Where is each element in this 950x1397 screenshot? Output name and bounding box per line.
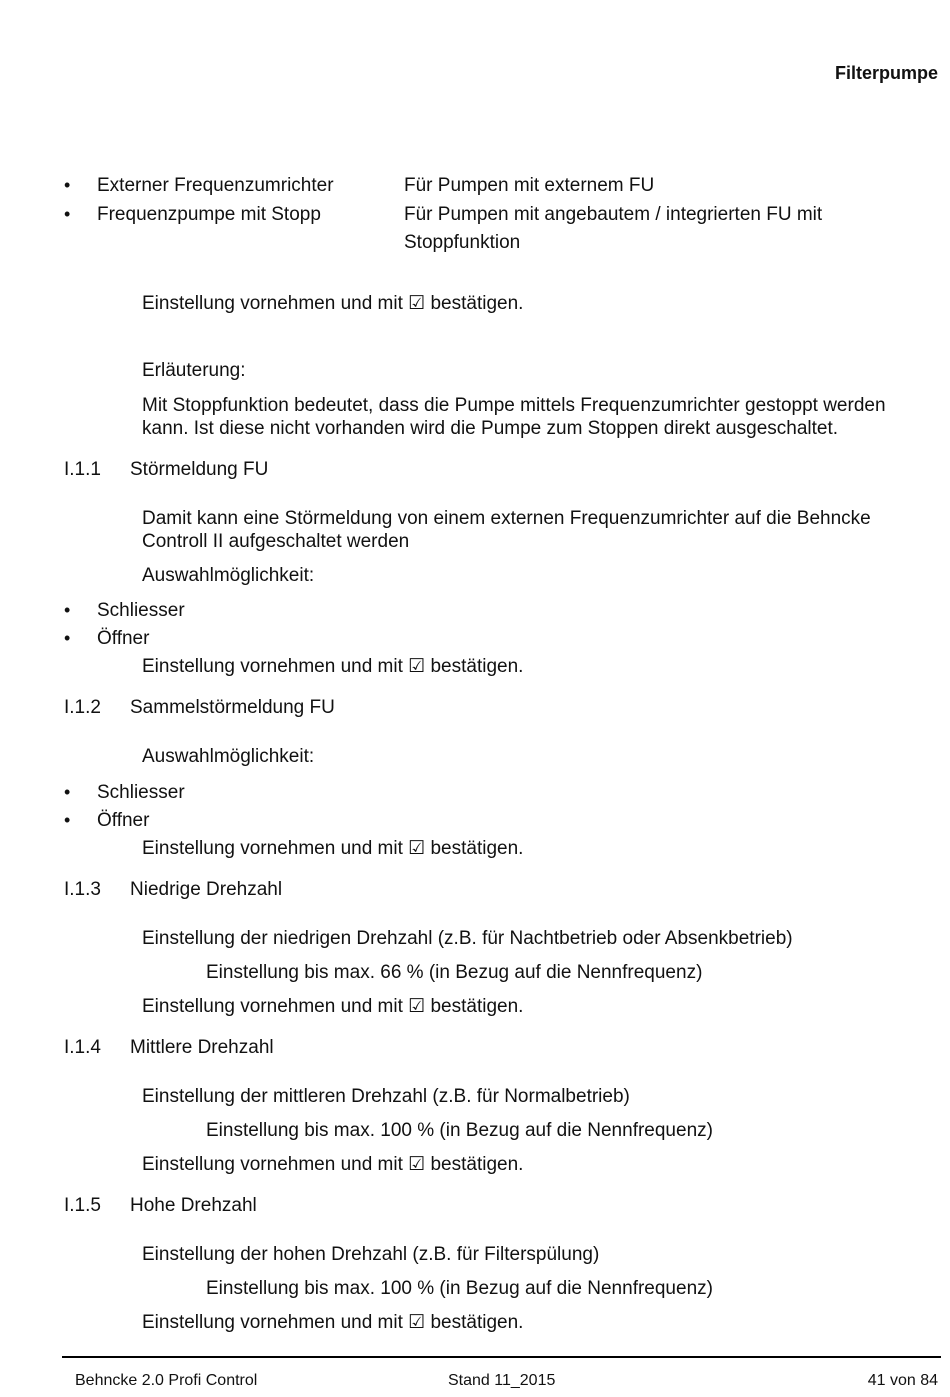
footer-divider	[62, 1356, 941, 1358]
section-title: Mittlere Drehzahl	[130, 1037, 274, 1058]
confirm-instruction: Einstellung vornehmen und mit ☑ bestätigen.	[142, 1312, 524, 1333]
option-item: Öffner	[97, 628, 150, 649]
section-desc: Einstellung der hohen Drehzahl (z.B. für Filterspülung)	[142, 1244, 600, 1265]
confirm-instruction: Einstellung vornehmen und mit ☑ bestätigen.	[142, 996, 524, 1017]
bullet-icon: •	[64, 600, 71, 620]
confirm-instruction: Einstellung vornehmen und mit ☑ bestätigen.	[142, 656, 524, 677]
option-item: Öffner	[97, 810, 150, 831]
section-desc: Einstellung der niedrigen Drehzahl (z.B. für Nachtbetrieb oder Absenkbetrieb)	[142, 928, 793, 949]
section-number: I.1.3	[64, 879, 101, 900]
pump-type-desc: Für Pumpen mit angebautem / integrierten FU mit	[404, 204, 823, 225]
bullet-icon: •	[64, 628, 71, 648]
section-number: I.1.4	[64, 1037, 101, 1058]
pump-type-name: Externer Frequenzumrichter	[97, 175, 334, 196]
bullet-icon: •	[64, 204, 71, 224]
setting-limit: Einstellung bis max. 100 % (in Bezug auf die Nennfrequenz)	[206, 1120, 713, 1141]
section-intro: Damit kann eine Störmeldung von einem externen Frequenzumrichter auf die Behncke	[142, 508, 871, 529]
bullet-icon: •	[64, 175, 71, 195]
bullet-icon: •	[64, 810, 71, 830]
section-number: I.1.2	[64, 697, 101, 718]
pump-type-name: Frequenzpumpe mit Stopp	[97, 204, 321, 225]
options-label: Auswahlmöglichkeit:	[142, 565, 315, 586]
section-title: Niedrige Drehzahl	[130, 879, 283, 900]
section-number: I.1.1	[64, 459, 101, 480]
footer-version: Stand 11_2015	[448, 1372, 556, 1389]
pump-type-desc-cont: Stoppfunktion	[404, 232, 521, 253]
confirm-instruction: Einstellung vornehmen und mit ☑ bestätigen.	[142, 1154, 524, 1175]
option-item: Schliesser	[97, 782, 185, 803]
section-title: Hohe Drehzahl	[130, 1195, 257, 1216]
option-item: Schliesser	[97, 600, 185, 621]
section-desc: Einstellung der mittleren Drehzahl (z.B. für Normalbetrieb)	[142, 1086, 630, 1107]
setting-limit: Einstellung bis max. 66 % (in Bezug auf die Nennfrequenz)	[206, 962, 703, 983]
confirm-instruction: Einstellung vornehmen und mit ☑ bestätigen.	[142, 838, 524, 859]
explanation-text: Mit Stoppfunktion bedeutet, dass die Pumpe mittels Frequenzumrichter gestoppt werden	[142, 395, 886, 416]
setting-limit: Einstellung bis max. 100 % (in Bezug auf die Nennfrequenz)	[206, 1278, 713, 1299]
options-label: Auswahlmöglichkeit:	[142, 746, 315, 767]
section-intro: Controll II aufgeschaltet werden	[142, 531, 410, 552]
explanation-text: kann. Ist diese nicht vorhanden wird die Pumpe zum Stoppen direkt ausgeschaltet.	[142, 418, 839, 439]
section-title: Sammelstörmeldung FU	[130, 697, 335, 718]
bullet-icon: •	[64, 782, 71, 802]
pump-type-desc: Für Pumpen mit externem FU	[404, 175, 655, 196]
explanation-label: Erläuterung:	[142, 360, 246, 381]
confirm-instruction: Einstellung vornehmen und mit ☑ bestätigen.	[142, 293, 524, 314]
footer-page-number: 41 von 84	[867, 1372, 938, 1389]
footer-product: Behncke 2.0 Profi Control	[75, 1372, 258, 1389]
section-title: Störmeldung FU	[130, 459, 269, 480]
page-header-title: Filterpumpe	[834, 63, 938, 83]
section-number: I.1.5	[64, 1195, 101, 1216]
